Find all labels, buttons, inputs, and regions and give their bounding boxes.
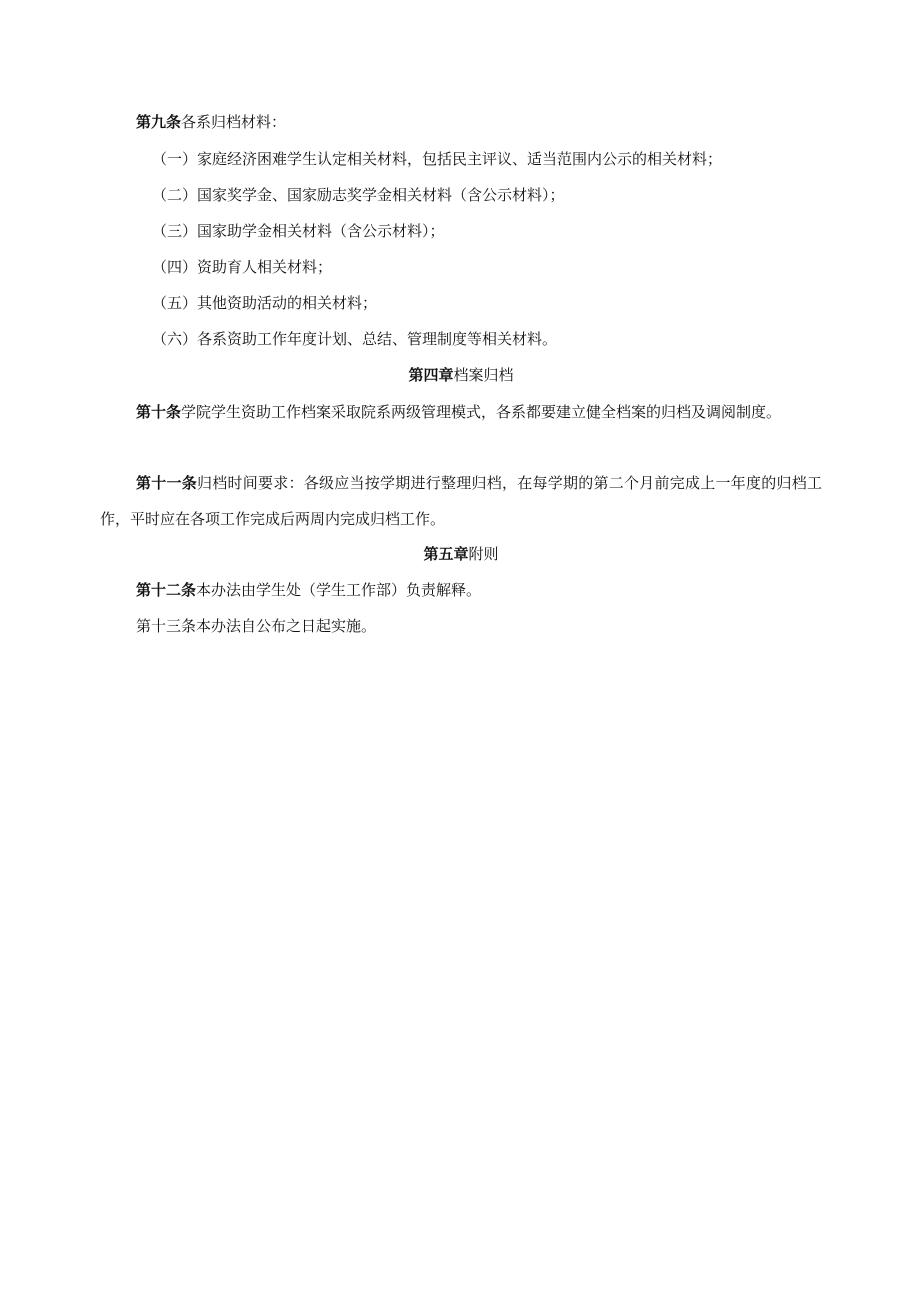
- chapter-4-title: 档案归档: [453, 366, 514, 384]
- article-12-text: 本办法由学生处（学生工作部）负责解释。: [196, 581, 482, 599]
- article-9-item-2: （二）国家奖学金、国家励志奖学金相关材料（含公示材料）；: [152, 186, 565, 204]
- article-9: [100, 104, 822, 140]
- article-9-item-5: （五）其他资助活动的相关材料；: [152, 294, 378, 312]
- article-10: [100, 394, 822, 430]
- chapter-5-heading: [100, 536, 822, 572]
- article-9-item-3: （三）国家助学金相关材料（含公示材料）；: [152, 222, 445, 240]
- article-11-label: 第十一条: [136, 474, 197, 492]
- chapter-4-label: 第四章: [408, 366, 454, 384]
- article-9-label: 第九条: [136, 113, 182, 131]
- article-10-text: 学院学生资助工作档案采取院系两级管理模式，各系都要建立健全档案的归档及调阅制度。: [181, 403, 782, 421]
- article-12-label: 第十二条: [136, 581, 197, 599]
- article-9-item-1: （一）家庭经济困难学生认定相关材料，包括民主评议、适当范围内公示的相关材料；: [152, 150, 723, 168]
- article-9-text: 各系归档材料：: [181, 113, 287, 131]
- article-12: [100, 572, 822, 608]
- chapter-4-heading: [100, 357, 822, 393]
- article-9-item-6: （六）各系资助工作年度计划、总结、管理制度等相关材料。: [152, 330, 558, 348]
- chapter-5-label: 第五章: [423, 545, 469, 563]
- chapter-5-title: 附则: [468, 545, 499, 563]
- article-9-item-4: （四）资助育人相关材料；: [152, 258, 333, 276]
- article-11-text: 归档时间要求：各级应当按学期进行整理归档，在每学期的第二个月前完成上一年度的归档工作，平时应在各项工作完成后两周内完成归档工作。: [100, 474, 822, 528]
- article-10-label: 第十条: [136, 403, 182, 421]
- article-11: [100, 465, 822, 537]
- article-13: 第十三条本办法自公布之日起实施。: [136, 617, 377, 635]
